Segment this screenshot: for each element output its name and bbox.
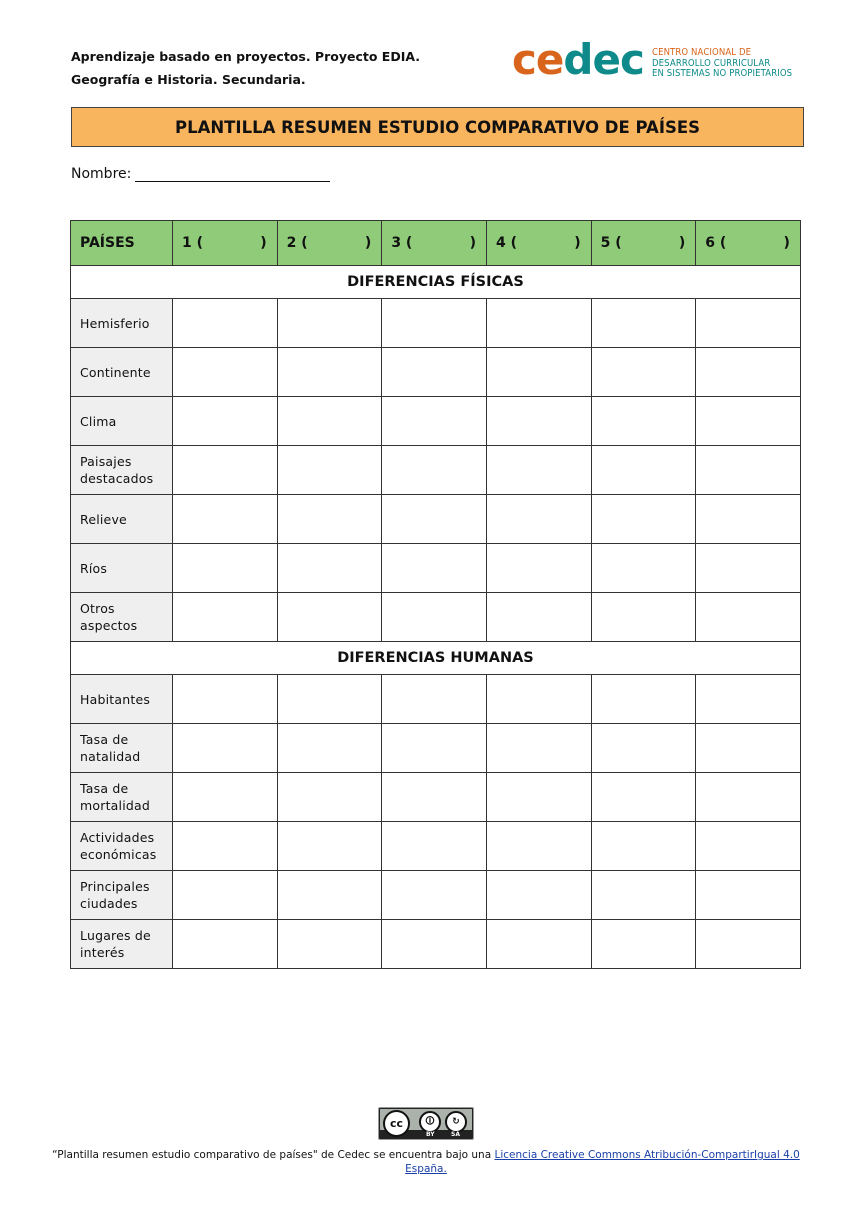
table-row xyxy=(71,544,801,593)
answer-cell[interactable] xyxy=(382,495,487,544)
answer-cell[interactable] xyxy=(591,348,696,397)
answer-cell[interactable] xyxy=(591,397,696,446)
country-column-4[interactable] xyxy=(486,221,591,266)
answer-cell[interactable] xyxy=(382,299,487,348)
answer-cell[interactable] xyxy=(277,920,382,969)
section-title: DIFERENCIAS FÍSICAS xyxy=(71,266,801,299)
answer-cell[interactable] xyxy=(486,495,591,544)
answer-cell[interactable] xyxy=(696,495,801,544)
country-column-1[interactable] xyxy=(173,221,278,266)
logo-subtitle: CENTRO NACIONAL DE DESARROLLO CURRICULAR EN SISTEMAS NO PROPIETARIOS xyxy=(652,47,793,79)
row-label: Lugares de interés xyxy=(71,920,173,969)
subject-line: Geografía e Historia. Secundaria. xyxy=(71,72,306,87)
name-field xyxy=(71,165,330,182)
license-text: “Plantilla resumen estudio comparativo de países" de Cedec se encuentra bajo una Licencia Creative Commons Atribución-CompartirIgual 4.0 España. xyxy=(52,1149,800,1175)
answer-cell[interactable] xyxy=(486,871,591,920)
row-label: Hemisferio xyxy=(71,299,173,348)
answer-cell[interactable] xyxy=(696,871,801,920)
table-row xyxy=(71,773,801,822)
answer-cell[interactable] xyxy=(382,920,487,969)
answer-cell[interactable] xyxy=(486,822,591,871)
answer-cell[interactable] xyxy=(486,299,591,348)
answer-cell[interactable] xyxy=(277,348,382,397)
answer-cell[interactable] xyxy=(591,724,696,773)
answer-cell[interactable] xyxy=(173,871,278,920)
table-row xyxy=(71,675,801,724)
row-label: Tasa de mortalidad xyxy=(71,773,173,822)
answer-cell[interactable] xyxy=(696,675,801,724)
country-paren-close: ) xyxy=(469,235,476,251)
answer-cell[interactable] xyxy=(486,675,591,724)
answer-cell[interactable] xyxy=(486,348,591,397)
answer-cell[interactable] xyxy=(277,397,382,446)
answer-cell[interactable] xyxy=(696,397,801,446)
country-column-6[interactable] xyxy=(696,221,801,266)
table-row xyxy=(71,495,801,544)
answer-cell[interactable] xyxy=(486,446,591,495)
country-paren-close: ) xyxy=(574,235,581,251)
answer-cell[interactable] xyxy=(591,544,696,593)
answer-cell[interactable] xyxy=(382,773,487,822)
answer-cell[interactable] xyxy=(591,446,696,495)
name-blank-line[interactable] xyxy=(135,165,330,182)
answer-cell[interactable] xyxy=(486,593,591,642)
country-paren-close: ) xyxy=(783,235,790,251)
section-human-differences xyxy=(71,642,801,675)
answer-cell[interactable] xyxy=(382,593,487,642)
country-column-2[interactable] xyxy=(277,221,382,266)
country-column-3[interactable] xyxy=(382,221,487,266)
country-number: 5 ( xyxy=(600,235,622,251)
answer-cell[interactable] xyxy=(277,299,382,348)
answer-cell[interactable] xyxy=(486,920,591,969)
answer-cell[interactable] xyxy=(591,871,696,920)
person-icon: 🛈 xyxy=(419,1111,441,1133)
table-row xyxy=(71,593,801,642)
answer-cell[interactable] xyxy=(277,871,382,920)
license-link[interactable]: Licencia Creative Commons Atribución-CompartirIgual 4.0 xyxy=(494,1149,800,1161)
answer-cell[interactable] xyxy=(277,724,382,773)
answer-cell[interactable] xyxy=(173,446,278,495)
countries-header: PAÍSES xyxy=(71,221,173,266)
cc-icon: cc xyxy=(383,1110,410,1137)
row-label: Principales ciudades xyxy=(71,871,173,920)
answer-cell[interactable] xyxy=(696,773,801,822)
answer-cell[interactable] xyxy=(382,397,487,446)
answer-cell[interactable] xyxy=(696,446,801,495)
table-row xyxy=(71,822,801,871)
answer-cell[interactable] xyxy=(382,871,487,920)
answer-cell[interactable] xyxy=(382,675,487,724)
answer-cell[interactable] xyxy=(486,724,591,773)
country-number: 4 ( xyxy=(495,235,517,251)
answer-cell[interactable] xyxy=(173,920,278,969)
answer-cell[interactable] xyxy=(696,920,801,969)
answer-cell[interactable] xyxy=(173,724,278,773)
answer-cell[interactable] xyxy=(173,397,278,446)
answer-cell[interactable] xyxy=(173,593,278,642)
answer-cell[interactable] xyxy=(277,675,382,724)
answer-cell[interactable] xyxy=(277,495,382,544)
row-label: Relieve xyxy=(71,495,173,544)
country-paren-close: ) xyxy=(678,235,686,251)
section-title: DIFERENCIAS HUMANAS xyxy=(71,642,801,675)
row-label: Tasa de natalidad xyxy=(71,724,173,773)
answer-cell[interactable] xyxy=(173,675,278,724)
license-link-country[interactable]: España. xyxy=(405,1163,447,1175)
answer-cell[interactable] xyxy=(277,593,382,642)
answer-cell[interactable] xyxy=(696,593,801,642)
table-row xyxy=(71,348,801,397)
project-line: Aprendizaje basado en proyectos. Proyecto EDIA. xyxy=(71,49,421,64)
table-row xyxy=(71,299,801,348)
cc-by-sa-badge-icon[interactable] xyxy=(378,1107,474,1140)
row-label: Continente xyxy=(71,348,173,397)
answer-cell[interactable] xyxy=(591,773,696,822)
share-alike-icon: ↻ xyxy=(445,1111,467,1133)
country-number: 2 ( xyxy=(286,235,308,251)
answer-cell[interactable] xyxy=(696,822,801,871)
answer-cell[interactable] xyxy=(173,299,278,348)
answer-cell[interactable] xyxy=(277,446,382,495)
by-label: BY xyxy=(426,1131,435,1138)
table-row xyxy=(71,871,801,920)
answer-cell[interactable] xyxy=(382,446,487,495)
table-header-row xyxy=(71,221,801,266)
sa-label: SA xyxy=(451,1131,460,1138)
name-label: Nombre: xyxy=(71,166,132,182)
country-number: 1 ( xyxy=(182,235,204,251)
answer-cell[interactable] xyxy=(486,544,591,593)
logo-wordmark: cedec xyxy=(512,35,644,84)
table-row xyxy=(71,446,801,495)
country-column-5[interactable] xyxy=(591,221,696,266)
table-row xyxy=(71,920,801,969)
table-row xyxy=(71,724,801,773)
answer-cell[interactable] xyxy=(277,773,382,822)
section-physical-differences xyxy=(71,266,801,299)
row-label: Habitantes xyxy=(71,675,173,724)
answer-cell[interactable] xyxy=(382,544,487,593)
answer-cell[interactable] xyxy=(382,724,487,773)
answer-cell[interactable] xyxy=(696,348,801,397)
row-label: Clima xyxy=(71,397,173,446)
comparison-table xyxy=(70,220,801,969)
answer-cell[interactable] xyxy=(696,724,801,773)
row-label: Ríos xyxy=(71,544,173,593)
row-label: Actividades económicas xyxy=(71,822,173,871)
answer-cell[interactable] xyxy=(486,773,591,822)
country-number: 6 ( xyxy=(705,235,727,251)
country-paren-close: ) xyxy=(364,235,372,251)
row-label: Paisajes destacados xyxy=(71,446,173,495)
answer-cell[interactable] xyxy=(173,544,278,593)
answer-cell[interactable] xyxy=(591,299,696,348)
license-footer xyxy=(0,1107,852,1176)
answer-cell[interactable] xyxy=(591,920,696,969)
table-row xyxy=(71,397,801,446)
answer-cell[interactable] xyxy=(591,495,696,544)
answer-cell[interactable] xyxy=(591,593,696,642)
answer-cell[interactable] xyxy=(173,495,278,544)
answer-cell[interactable] xyxy=(277,822,382,871)
answer-cell[interactable] xyxy=(382,348,487,397)
answer-cell[interactable] xyxy=(696,299,801,348)
answer-cell[interactable] xyxy=(173,773,278,822)
answer-cell[interactable] xyxy=(382,822,487,871)
country-paren-close: ) xyxy=(260,235,267,251)
answer-cell[interactable] xyxy=(486,397,591,446)
page-title: PLANTILLA RESUMEN ESTUDIO COMPARATIVO DE PAÍSES xyxy=(71,107,804,147)
answer-cell[interactable] xyxy=(591,675,696,724)
country-number: 3 ( xyxy=(391,235,413,251)
answer-cell[interactable] xyxy=(173,822,278,871)
row-label: Otros aspectos xyxy=(71,593,173,642)
answer-cell[interactable] xyxy=(173,348,278,397)
answer-cell[interactable] xyxy=(591,822,696,871)
answer-cell[interactable] xyxy=(696,544,801,593)
answer-cell[interactable] xyxy=(277,544,382,593)
cedec-logo xyxy=(512,35,812,88)
